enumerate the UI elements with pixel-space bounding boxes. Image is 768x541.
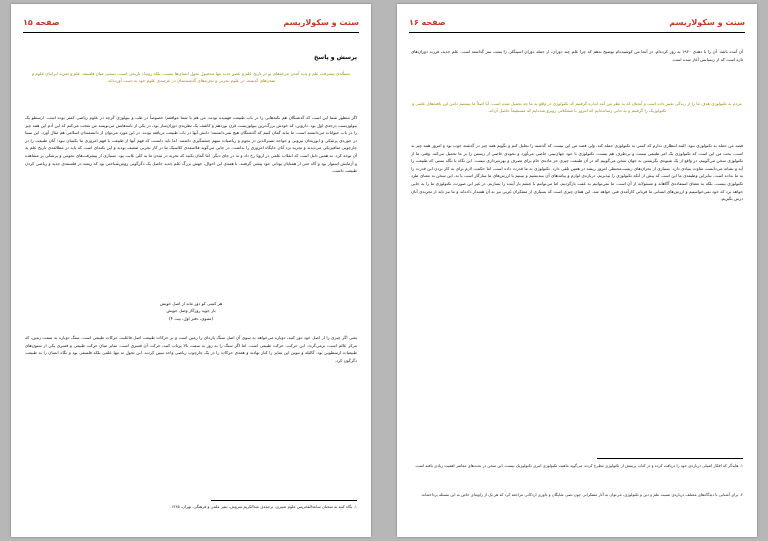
poem-line-1: هر کسی کو دور ماند از اصل خویش bbox=[159, 301, 223, 306]
footnote-2: ۲. برای آشنایی با دیدگاه‌های مختلف درباره‌ی نسبت علم و دین و تکنولوژی، می‌توان به آثار متفکرانی چون نصر، شایگان و داوری اردکانی مراجعه کرد که هر یک از زاویه‌ای خاص به این مسئله پرداخته‌اند. bbox=[420, 492, 743, 497]
left-page bbox=[11, 4, 371, 537]
body-paragraph-2: یعنی اگر چیزی را از اصل خود دور کنید، دوباره می‌خواهد به سوی آن اصل سنگ پاره‌ای را زمین است و بر حرکات طبیعت اصل فاعلیت حرکات طبیعی است. سنگ دوباره به سمت زمین، که مرکز عالم است، برمی‌گردد. این حرکت، حرکت طبیعی است. اما اگر سنگ را به زور به سمت بالا پرتاب کنید، حرکت آن قسری است. تمایز میان حرکت طبیعی و قسری یکی از ستون‌های طبیعیات ارسطویی بود. گالیله و نیوتن این تمایز را کنار نهادند و همه‌ی حرکات را در یک چارچوب ریاضی واحد تبیین کردند. این تحول نه تنها علمی بلکه فلسفی بود و نگاه انسان را به طبیعت دگرگون کرد. bbox=[25, 335, 357, 363]
right-page bbox=[397, 4, 757, 537]
epigraph-quote: مردم به تکنولوژی هدف ما را از زندگی تغییر داده است و آنچنان که به نظر من آمد اندازه گرفتیم که تکنولوژی در واقع به ما چه تحمیل شده است؛ آیا اصلاً ما نیستیم دامن این یافته‌های علمی و تکنولوژیک را گرفتیم و به جایی رسانده‌ایم که امروز با مشکلاتی روبرو شده‌ایم که مستقیماً حاصل آن‌اند. bbox=[412, 101, 742, 114]
epigraph-quote: مسأله‌ی پیشرفت علم و پدید آمدن چرخه‌های نو در تاریخ علم و عصر جدید تنها محصول تحول انسان‌ها نیست، بلکه رویداد تاریخی است، نسبتی میان فلسفه، علم و تجربه ایرانیان علوم و تمدن‌های گذشته، در علوم تجربی و تجربه‌های گذشته‌شان در عرصه‌ی علوم خود به دست آورده‌اند. bbox=[31, 71, 350, 84]
running-title: سنت و سکولاریسم bbox=[669, 18, 745, 27]
header-rule bbox=[23, 32, 359, 33]
page-number: صفحه ۱۶ bbox=[409, 18, 446, 27]
footnote-rule bbox=[597, 458, 743, 459]
footnote-rule bbox=[211, 500, 357, 501]
header-rule bbox=[409, 32, 745, 33]
poem-source: (مثنوی، دفتر اول، بیت ۴) bbox=[169, 315, 213, 321]
running-title: سنت و سکولاریسم bbox=[283, 18, 359, 27]
page-header bbox=[409, 18, 745, 32]
section-title: پرسش و پاسخ bbox=[313, 54, 357, 61]
intro-paragraph: آن آمده باشد. آن را با دهه‌ی ۱۹۶۰ به روز کرده‌ام. در آنجا من کوشیده‌ام توضیح بدهم که چرا علم چند دوران، از جمله دوران اسپنگلر، را پشت سر گذاشته است. علم جدید، فرزند دوران‌های تازه است که از رنسانس آغاز شده است. bbox=[411, 49, 743, 62]
poem-block bbox=[25, 300, 357, 324]
page-number: صفحه ۱۵ bbox=[23, 18, 60, 27]
section-title-wrap bbox=[25, 54, 357, 62]
body-paragraph-1: قصد من حمله به تکنولوژی نبود. البته انتظاری ندارم که کسی به تکنولوژی حمله کند. ولی قصد من این نیست که گذشته را تجلیل کنم و بگویم همه چیز در گذشته خوب بود و امروز همه چیز بد است. بحث من این است که تکنولوژی یک امر طبیعی نیست و بی‌طرف هم نیست. تکنولوژی با خود جهان‌بینی خاصی می‌آورد و نحوه‌ی خاصی از زیستن را بر ما تحمیل می‌کند. وقتی ما از تکنولوژی سخن می‌گوییم، در واقع از یک شیوه‌ی نگریستن به جهان سخن می‌گوییم که در آن طبیعت چیزی جز ماده‌ی خام برای تصرف و بهره‌برداری نیست. این نگاه با نگاه سنتی که طبیعت را آیه و نشانه می‌دانست تفاوت بنیادی دارد. بسیاری از بحران‌های زیست‌محیطی امروز ریشه در همین تلقی دارد. تکنولوژی به ما قدرت داده است، اما حکمت لازم برای به کار بردن این قدرت را به ما نداده است. بنابراین وظیفه‌ی ما این است که پیش از آنکه تکنولوژی را بپذیریم، درباره‌ی لوازم و پیامدهای آن بیندیشیم و ببینیم با ارزش‌های ما سازگار است یا نه. این سخن به معنای طرد تکنولوژی نیست، بلکه به معنای استفاده‌ی آگاهانه و مسئولانه از آن است. ما نمی‌توانیم به عقب بازگردیم، اما می‌توانیم با چشم باز آینده را بسازیم. در غیر این صورت، تکنولوژی ما را به جایی خواهد برد که خود نمی‌خواستیم و ارزش‌های انسانی ما قربانی کارآمدی فنی خواهد شد. این همان چیزی است که بسیاری از متفکران غربی نیز به آن هشدار داده‌اند و ما نیز باید از تجربه‌ی آنان درس بگیریم. bbox=[411, 143, 743, 202]
footnote-1: ۱. هایدگر که افکار اصیلی درباره‌ی خود را دریافت کرده و در کتاب پرسش از تکنولوژی مطرح کرده، می‌گوید ماهیت تکنولوژی امری تکنولوژیک نیست. این سخن در بحث‌های معاصر اهمیت زیادی یافته است. bbox=[414, 463, 743, 468]
poem-line-2: باز جوید روزگار وصل خویش bbox=[166, 308, 216, 314]
footnote: ۱. نگاه کنید به سخنان ساعدالفخریس علوم تعبیری، ترجمه‌ی عبدالکریم سروش، نشر علمی و فرهنگی، تهران، ۱۳۶۵. bbox=[170, 504, 357, 509]
page-header bbox=[23, 18, 359, 32]
body-paragraph-1: اگر منظور شما این است که گذشتگان هم نکته‌هایی را در باب طبیعت فهمیده بودند، من هم با شما موافقم؛ خصوصاً در طب و بیولوژی گرچه در علوم ریاضی کمتر بوده است. ارسطو یک بیولوژیست درجه‌ی اول بود. داروین، که خودش بزرگ‌ترین بیولوژیست قرن نوزدهم و کاشف یک نظریه‌ی دوران‌ساز بود، در یکی از نامه‌هایش می‌نویسد من تعجب می‌کنم که این آدم این همه چیز را در باب حیوانات می‌دانسته است. ما نباید گمان کنیم که گذشتگان هیچ نمی‌دانستند؛ دانش آنها در باب طبیعت دریافته بودند. در این مورد می‌توان از دانشمندان اسلامی هم مثال آورد. ابن سینا در حوزه‌ی پزشکی و ابوریحان بیرونی و خواجه نصیرالدین در نجوم و ریاضیات سهم چشمگیری داشتند. اما باید دانست که فهم آنها از طبیعت با فهم امروزی ما یکسان نبود؛ آنان طبیعت را در چارچوبی متافیزیکی می‌دیدند و تجربه نزد آنان جایگاه امروزی را نداشت. در جایی می‌گوید فلاسفه‌ی کلاسیک ما در کار تجربی ضعیف بودند و این نکته‌ای است که باید در مطالعه‌ی تاریخ علم به آن توجه کرد. به همین دلیل است که انقلاب علمی در اروپا رخ داد و نه در جای دیگر. اما گمان نکنید که تجربه در تمدن ما به کلی غایب بود. بسیاری از پیشرفت‌های نجومی و پزشکی بر مشاهده و آزمایش استوار بود و گاه حتی از همتایان یونانی خود پیشی گرفتند. با همه‌ی این احوال، جهش بزرگ علم جدید حاصل یک دگرگونی روش‌شناختی بود که ریشه در فلسفه‌ی جدید و ریاضی کردن طبیعت داشت. bbox=[25, 115, 357, 174]
